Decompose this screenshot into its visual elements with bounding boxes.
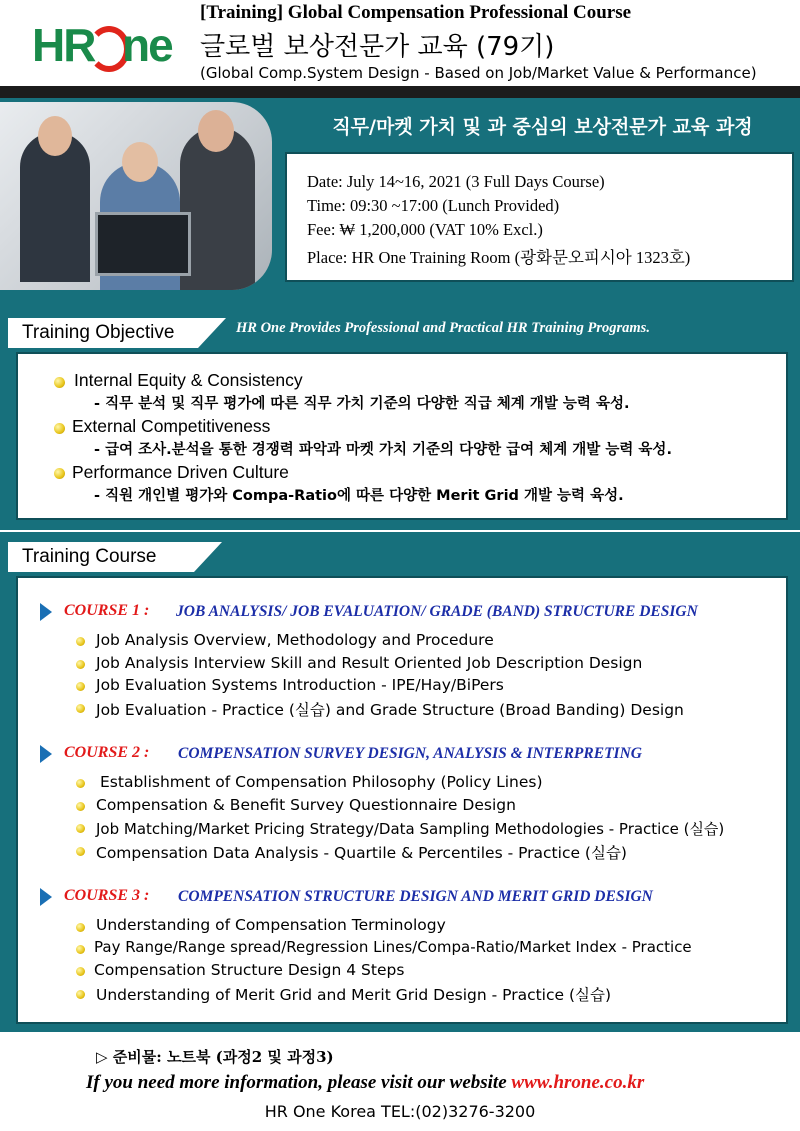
course-item: Compensation Data Analysis - Quartile & Percentiles - Practice (실습) (96, 844, 627, 862)
title-english: [Training] Global Compensation Professional Course (200, 2, 632, 23)
arrow-right-icon (40, 745, 52, 763)
contact-phone: HR One Korea TEL:(02)3276-3200 (264, 1102, 536, 1121)
bullet-icon (76, 779, 85, 788)
header-divider (0, 86, 800, 98)
objective-detail: - 급여 조사.분석을 통한 경쟁력 파악과 마켓 가치 기준의 다양한 급여 체계 개발 능력 육성. (94, 442, 672, 458)
course-name: COMPENSATION STRUCTURE DESIGN AND MERIT GRID DESIGN (178, 888, 653, 905)
arrow-right-icon (40, 603, 52, 621)
info-time: Time: 09:30 ~17:00 (Lunch Provided) (307, 196, 560, 215)
course-name: COMPENSATION SURVEY DESIGN, ANALYSIS & INTERPRETING (178, 745, 642, 762)
course-item: Job Analysis Overview, Methodology and Procedure (96, 631, 494, 649)
bullet-icon (76, 704, 85, 713)
info-date: Date: July 14~16, 2021 (3 Full Days Course) (307, 172, 605, 191)
course-item: Job Analysis Interview Skill and Result Oriented Job Description Design (96, 654, 643, 672)
website-link[interactable]: www.hrone.co.kr (511, 1072, 645, 1093)
course-item: Job Matching/Market Pricing Strategy/Data Sampling Methodologies - Practice (실습) (96, 820, 725, 838)
more-info (86, 1072, 644, 1094)
course-item: Understanding of Compensation Terminology (96, 916, 446, 934)
objective-detail: - 직무 분석 및 직무 평가에 따른 직무 가치 기준의 다양한 직급 체계 개발 능력 육성. (94, 396, 630, 412)
subtitle: (Global Comp.System Design - Based on Job/Market Value & Performance) (200, 64, 757, 82)
course-number: COURSE 1 : (64, 602, 150, 619)
objective-heading: Internal Equity & Consistency (74, 370, 303, 390)
bullet-icon (76, 923, 85, 932)
course-item: Establishment of Compensation Philosophy (Policy Lines) (100, 773, 543, 791)
slogan: HR One Provides Professional and Practical HR Training Programs. (236, 320, 650, 336)
course-name: JOB ANALYSIS/ JOB EVALUATION/ GRADE (BAND) STRUCTURE DESIGN (176, 603, 698, 620)
more-info-text: If you need more information, please visit our website (86, 1072, 512, 1093)
course-number: COURSE 3 : (64, 887, 150, 904)
course-tab-label: Training Course (22, 546, 157, 567)
bullet-icon (76, 637, 85, 646)
course-box (16, 576, 788, 1024)
course-item: Job Evaluation Systems Introduction - IPE/Hay/BiPers (96, 676, 504, 694)
bullet-icon (76, 945, 85, 954)
arrow-right-icon (40, 888, 52, 906)
info-place: Place: HR One Training Room (광화문오피시아 1323호) (307, 248, 691, 267)
hrone-logo: HR ne (32, 19, 172, 71)
bullet-icon (76, 682, 85, 691)
business-people-photo (0, 102, 272, 290)
course-item: Compensation Structure Design 4 Steps (94, 961, 405, 979)
bullet-icon (76, 802, 85, 811)
objective-heading: External Competitiveness (72, 416, 271, 436)
bullet-icon (54, 468, 65, 479)
objective-heading: Performance Driven Culture (72, 462, 289, 482)
hero-title: 직무/마켓 가치 및 과 중심의 보상전문가 교육 과정 (285, 104, 800, 150)
objective-detail: - 직원 개인별 평가와 Compa-Ratio에 따른 다양한 Merit Grid 개발 능력 육성. (94, 488, 624, 504)
course-number: COURSE 2 : (64, 744, 150, 761)
objective-tab-label: Training Objective (22, 322, 175, 343)
bullet-icon (76, 847, 85, 856)
course-item: Job Evaluation - Practice (실습) and Grade Structure (Broad Banding) Design (96, 701, 684, 719)
bullet-icon (76, 824, 85, 833)
objective-box (16, 352, 788, 520)
bullet-icon (54, 377, 65, 388)
course-info-box (285, 152, 794, 282)
bullet-icon (76, 990, 85, 999)
course-item: Pay Range/Range spread/Regression Lines/Compa-Ratio/Market Index - Practice (94, 938, 692, 956)
title-korean: 글로벌 보상전문가 교육 (79기) (200, 32, 555, 62)
course-item: Understanding of Merit Grid and Merit Grid Design - Practice (실습) (96, 986, 612, 1004)
info-fee: Fee: ₩ 1,200,000 (VAT 10% Excl.) (307, 220, 543, 239)
bullet-icon (76, 660, 85, 669)
preparation-note: ▷ 준비물: 노트북 (과정2 및 과정3) (96, 1048, 334, 1066)
bullet-icon (54, 423, 65, 434)
bullet-icon (76, 967, 85, 976)
course-item: Compensation & Benefit Survey Questionnaire Design (96, 796, 516, 814)
